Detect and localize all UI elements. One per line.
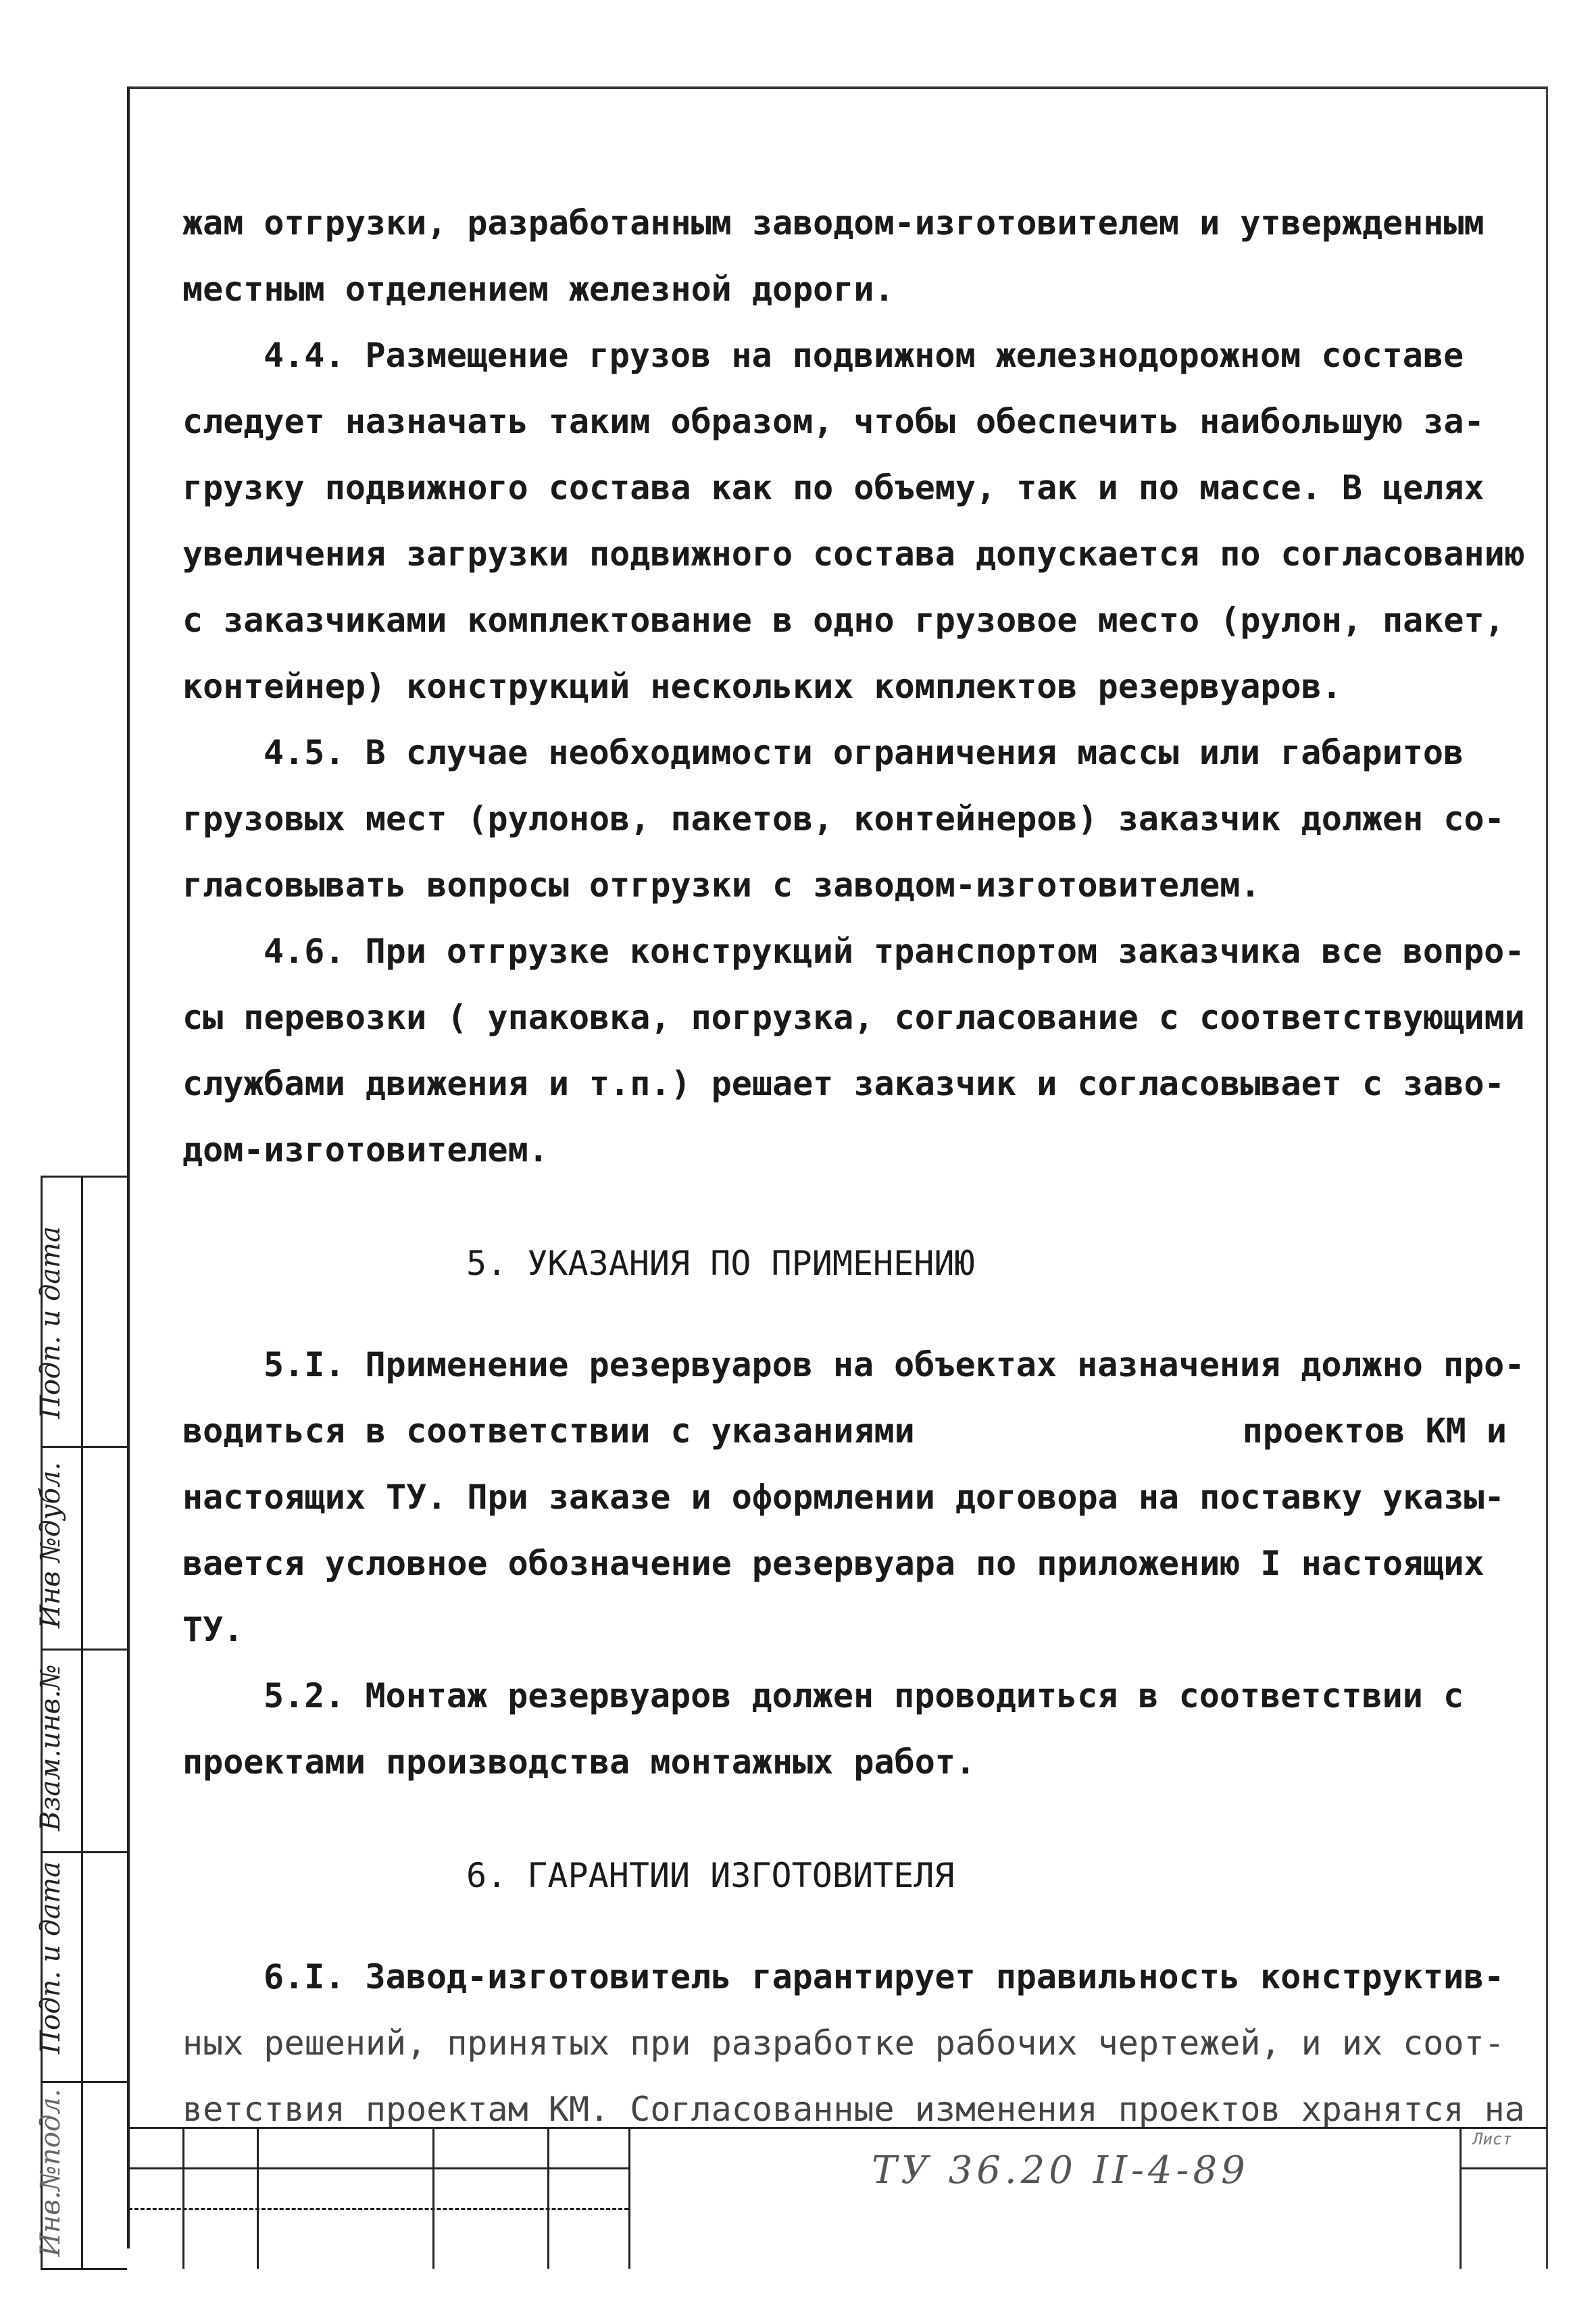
title-block-col (182, 2127, 184, 2269)
text-fragment: проектов КМ и (1242, 1411, 1507, 1451)
text-line: грузку подвижного состава как по объему, так и по массе. В целях (182, 468, 1485, 507)
binding-strip-divider (81, 1176, 83, 2270)
text-line: увеличения загрузки подвижного состава допускается по согласованию (182, 534, 1525, 574)
text-line: ТУ. (182, 1610, 244, 1649)
text-line: с заказчиками комплектование в одно грузовое место (рулон, пакет, (182, 601, 1505, 640)
frame-right-border (1546, 86, 1548, 2269)
section-5-title: 5. УКАЗАНИЯ ПО ПРИМЕНЕНИЮ (466, 1244, 975, 1283)
text-line: грузовых мест (рулонов, пакетов, контейнеров) заказчик должен со- (182, 799, 1505, 838)
text-line: сы перевозки ( упаковка, погрузка, согласование с соответствующими (182, 998, 1525, 1037)
paragraph-4-5-start: 4.5. В случае необходимости ограничения массы или габаритов (264, 733, 1464, 772)
text-fragment: водиться в соответствии с указаниями (182, 1411, 915, 1451)
title-block-mid-line (128, 2167, 628, 2169)
paragraph-5-2-start: 5.2. Монтаж резервуаров должен проводиться в соответствии с (264, 1676, 1464, 1715)
text-line: дом-изготовителем. (182, 1130, 549, 1169)
title-block-col (432, 2127, 434, 2269)
title-block-sheet-col (1460, 2127, 1462, 2269)
text-line: вается условное обозначение резервуара по приложению I настоящих (182, 1544, 1485, 1583)
frame-left-border (127, 86, 130, 2248)
label-inv-podl: Инв.№подл. (35, 2088, 66, 2257)
binding-row-divider (41, 1649, 127, 1651)
title-block-top-line (128, 2127, 1547, 2129)
title-block-col (628, 2127, 630, 2269)
text-line: проектами производства монтажных работ. (182, 1742, 976, 1782)
title-block-bottom-line (128, 2208, 628, 2210)
binding-row-divider (41, 1851, 127, 1853)
label-podp-i-data: Подп. и дата (35, 1226, 66, 1419)
document-code: ТУ 36.20 II-4-89 (872, 2148, 1249, 2192)
text-line: службами движения и т.п.) решает заказчик и согласовывает с заво- (182, 1064, 1505, 1103)
label-inv-dubl: Инв №дубл. (35, 1461, 66, 1628)
paragraph-4-4-start: 4.4. Размещение грузов на подвижном железнодорожном составе (264, 336, 1464, 375)
title-block-col (547, 2127, 549, 2269)
label-vzam-inv: Взам.инв.№ (35, 1664, 66, 1831)
text-line: ных решений, принятых при разработке рабочих чертежей, и их соот- (182, 2023, 1505, 2063)
text-line (182, 1411, 1507, 1451)
binding-row-divider (41, 2081, 127, 2083)
text-line: местным отделением железной дороги. (182, 270, 895, 309)
text-line: контейнер) конструкций нескольких комплектов резервуаров. (182, 667, 1342, 706)
paragraph-5-1-start: 5.I. Применение резервуаров на объектах назначения должно про- (264, 1345, 1525, 1384)
text-line: гласовывать вопросы отгрузки с заводом-изготовителем. (182, 865, 1261, 905)
paragraph-6-1-start: 6.I. Завод-изготовитель гарантирует правильность конструктив- (264, 1957, 1505, 1996)
text-line: ветствия проектам КМ. Согласованные изменения проектов хранятся на (182, 2090, 1525, 2129)
text-line: следует назначать таким образом, чтобы обеспечить наибольшую за- (182, 402, 1485, 441)
binding-row-divider (41, 1446, 127, 1448)
paragraph-4-6-start: 4.6. При отгрузке конструкций транспортом заказчика все вопро- (264, 932, 1525, 971)
text-line: жам отгрузки, разработанным заводом-изготовителем и утвержденным (182, 203, 1485, 243)
sheet-label: Лист (1473, 2130, 1512, 2148)
label-podp-i-data-2: Подп. и дата (35, 1861, 66, 2054)
section-6-title: 6. ГАРАНТИИ ИЗГОТОВИТЕЛЯ (466, 1856, 955, 1895)
title-block-col (257, 2127, 259, 2269)
title-block-sheet-divider (1460, 2167, 1546, 2169)
text-line: настоящих ТУ. При заказе и оформлении договора на поставку указы- (182, 1478, 1505, 1517)
frame-top-border (128, 86, 1547, 89)
